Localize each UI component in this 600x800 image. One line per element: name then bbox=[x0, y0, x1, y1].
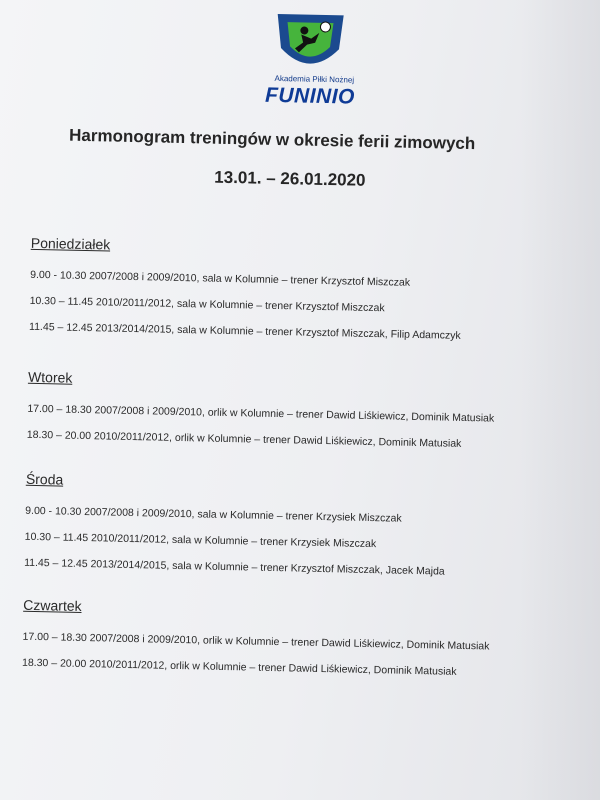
schedule-entry: 9.00 - 10.30 2007/2008 i 2009/2010, sala w Kolumnie – trener Krzysztof Miszczak bbox=[30, 268, 411, 289]
academy-name: Akademia Piłki Nożnej bbox=[274, 73, 355, 85]
day-heading-thursday: Czwartek bbox=[23, 596, 82, 614]
page-title: Harmonogram treningów w okresie ferii zimowych bbox=[68, 125, 476, 154]
academy-logo bbox=[254, 7, 366, 109]
brand-name: FUNINIO bbox=[264, 83, 356, 109]
date-range: 13.01. – 26.01.2020 bbox=[214, 167, 366, 190]
schedule-entry: 11.45 – 12.45 2013/2014/2015, sala w Kolumnie – trener Krzysztof Miszczak, Filip Adamczyk bbox=[28, 320, 461, 342]
day-heading-tuesday: Wtorek bbox=[27, 368, 73, 386]
schedule-entry: 10.30 – 11.45 2010/2011/2012, sala w Kolumnie – trener Krzysiek Miszczak bbox=[24, 530, 377, 551]
day-heading-wednesday: Środa bbox=[25, 470, 64, 488]
schedule-entry: 9.00 - 10.30 2007/2008 i 2009/2010, sala w Kolumnie – trener Krzysiek Miszczak bbox=[25, 504, 402, 525]
schedule-entry: 17.00 – 18.30 2007/2008 i 2009/2010, orlik w Kolumnie – trener Dawid Liśkiewicz, Dominik Matusiak bbox=[22, 630, 490, 653]
schedule-entry: 10.30 – 11.45 2010/2011/2012, sala w Kolumnie – trener Krzysztof Miszczak bbox=[29, 294, 385, 315]
schedule-entry: 17.00 – 18.30 2007/2008 i 2009/2010, orlik w Kolumnie – trener Dawid Liśkiewicz, Dominik Matusiak bbox=[27, 402, 495, 425]
schedule-entry: 18.30 – 20.00 2010/2011/2012, orlik w Kolumnie – trener Dawid Liśkiewicz, Dominik Matusiak bbox=[26, 428, 462, 450]
shield-icon bbox=[254, 7, 365, 79]
schedule-entry: 11.45 – 12.45 2013/2014/2015, sala w Kolumnie – trener Krzysztof Miszczak, Jacek Majda bbox=[24, 556, 445, 578]
schedule-entry: 18.30 – 20.00 2010/2011/2012, orlik w Kolumnie – trener Dawid Liśkiewicz, Dominik Matusiak bbox=[21, 656, 457, 678]
day-heading-monday: Poniedziałek bbox=[30, 234, 111, 253]
